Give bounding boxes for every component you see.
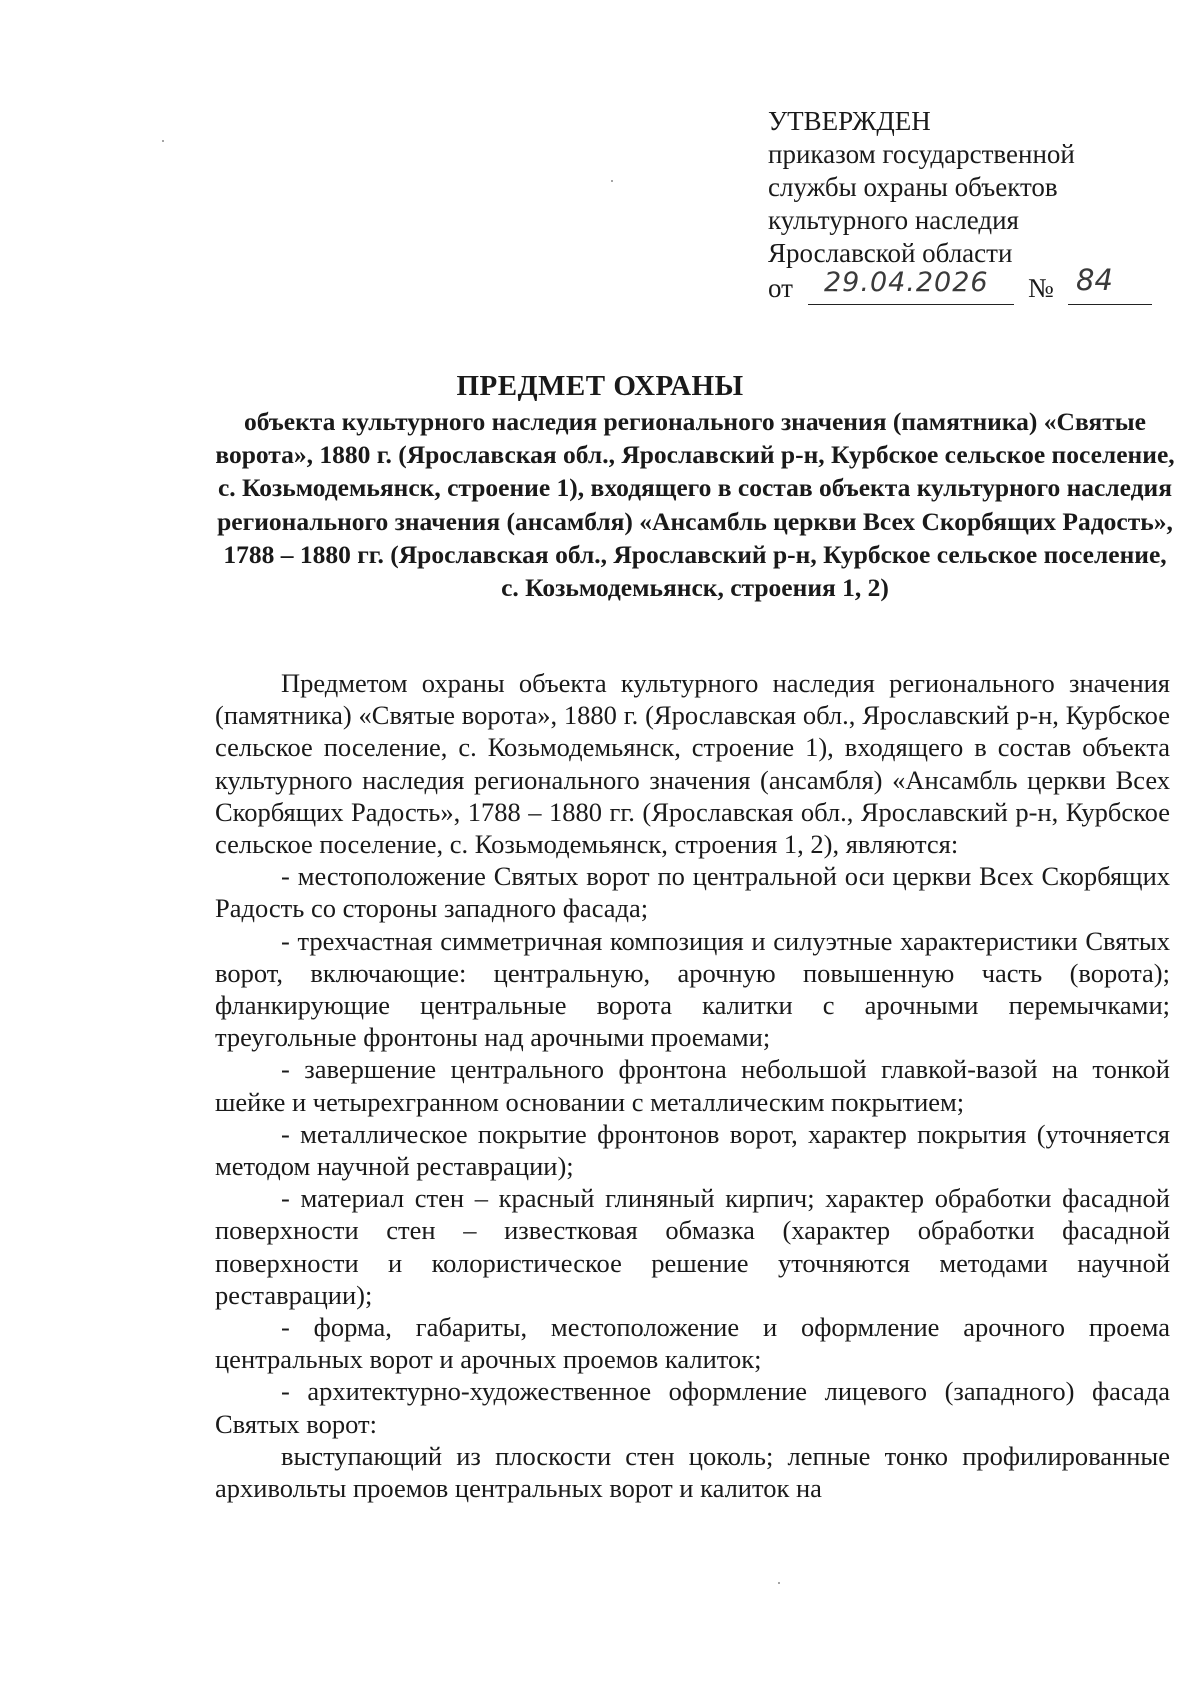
order-number-label: № (1028, 273, 1054, 303)
order-date-field (808, 267, 1014, 305)
approval-block (768, 105, 1148, 306)
scan-speck (162, 140, 164, 142)
list-item: - металлическое покрытие фронтонов ворот, характер покрытия (уточняется методом научной реставрации); (215, 1118, 1170, 1182)
approval-line: приказом государственной (768, 139, 1075, 169)
list-item: - архитектурно-художественное оформление лицевого (западного) фасада Святых ворот: (215, 1376, 1170, 1439)
list-item: - материал стен – красный глиняный кирпич; характер обработки фасадной поверхности стен – известковая обмазка (характер обработки фасадной поверхности и колористическое решение уточняются методами научной реставрации); (215, 1183, 1170, 1310)
list-item: выступающий из плоскости стен цоколь; лепные тонко профилированные архивольты проемов центральных ворот и калиток на (215, 1440, 1170, 1504)
list-item: - местоположение Святых ворот по центральной оси церкви Всех Скорбящих Радость со стороны западного фасада; (215, 861, 1170, 924)
document-subtitle: объекта культурного наследия регионального значения (памятника) «Святые ворота», 1880 г. (Ярославская обл., Ярославский р-н, Курбское сельское поселение, с. Козьмодемьянск, строение 1), входящего в состав объекта культурного наследия регионального значения (ансамбля) «Ансамбль церкви Всех Скорбящих Радость», 1788 – 1880 гг. (Ярославская обл., Ярославский р-н, Курбское сельское поселение, с. Козьмодемьянск, строения 1, 2) (215, 407, 1175, 603)
intro-paragraph: Предметом охраны объекта культурного наследия регионального значения (памятника) «Святые ворота», 1880 г. (Ярославская обл., Ярославский р-н, Курбское сельское поселение, с. Козьмодемьянск, строение 1), входящего в состав объекта культурного наследия регионального значения (ансамбля) «Ансамбль церкви Всех Скорбящих Радость», 1788 – 1880 гг. (Ярославская обл., Ярославский р-н, Курбское сельское поселение, с. Козьмодемьянск, строения 1, 2), являются: (215, 668, 1170, 860)
order-number-handwritten: 84 (1076, 263, 1113, 297)
document-body (215, 667, 1170, 1504)
list-item: - трехчастная симметричная композиция и силуэтные характеристики Святых ворот, включающие: центральную, арочную повышенную часть (ворота); фланкирующие центральные ворота калитки с арочными перемычками; треугольные фронтоны над арочными проемами; (215, 925, 1170, 1053)
approval-title: УТВЕРЖДЕН (768, 106, 931, 136)
approval-line: Ярославской области (768, 238, 1013, 268)
approval-line: службы охраны объектов (768, 172, 1058, 202)
list-item: - завершение центрального фронтона небольшой главкой-вазой на тонкой шейке и четырехгранном основании с металлическим покрытием; (215, 1054, 1170, 1117)
scan-speck (611, 180, 613, 182)
order-number-field (1068, 263, 1152, 305)
approval-line: культурного наследия (768, 205, 1019, 235)
list-item: - форма, габариты, местоположение и оформление арочного проема центральных ворот и арочных проемов калиток; (215, 1312, 1170, 1375)
document-title: ПРЕДМЕТ ОХРАНЫ (456, 370, 744, 402)
order-reference (768, 263, 1148, 306)
order-date-label: от (768, 273, 793, 303)
scan-speck (778, 1582, 780, 1584)
order-date-handwritten: 29.04.2026 (824, 267, 989, 298)
